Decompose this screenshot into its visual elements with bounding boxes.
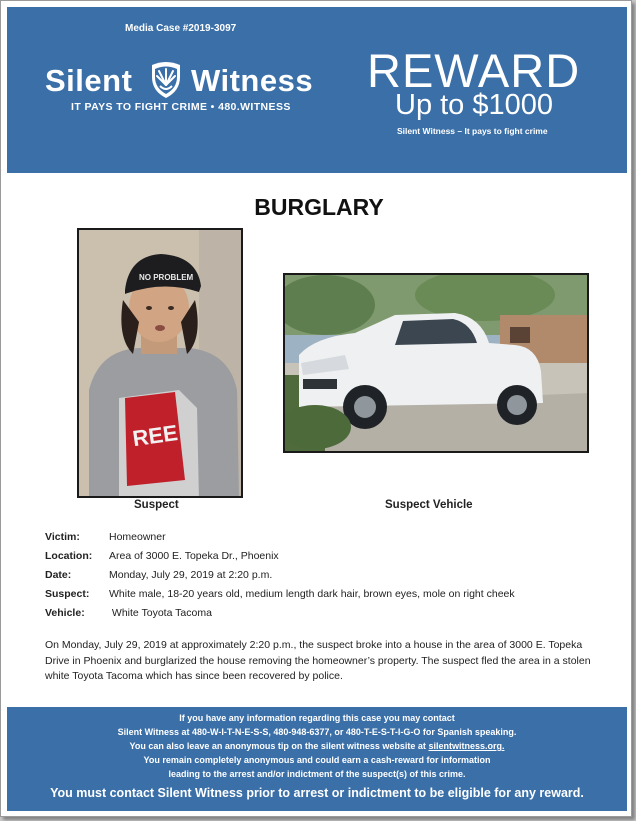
reward-amount: Up to $1000 xyxy=(395,89,554,121)
vehicle-label: Vehicle: xyxy=(45,607,85,619)
shield-logo-icon xyxy=(149,59,183,99)
vehicle-description: White Toyota Tacoma xyxy=(109,607,212,619)
footer-line-4: You remain completely anonymous and could earn a cash-reward for information xyxy=(143,755,491,765)
reward-eligibility-notice: You must contact Silent Witness prior to arrest or indictment to be eligible for any reward. xyxy=(50,786,584,800)
victim-label: Victim: xyxy=(45,531,80,543)
footer-line-1: If you have any information regarding this case you may contact xyxy=(179,713,455,723)
reward-title: REWARD xyxy=(367,44,581,97)
vehicle-photo-caption: Suspect Vehicle xyxy=(385,499,473,511)
vehicle-photo-illustration xyxy=(285,275,589,453)
date-value: Monday, July 29, 2019 at 2:20 p.m. xyxy=(109,569,273,581)
shirt-graphic-text: REE xyxy=(130,420,180,452)
silentwitness-website-link[interactable]: silentwitness.org. xyxy=(428,741,505,751)
footer-line-5: leading to the arrest and/or indictment of the suspect(s) of this crime. xyxy=(168,769,466,779)
crime-type-title: BURGLARY xyxy=(254,194,384,220)
date-label: Date: xyxy=(45,569,72,581)
incident-narrative: On Monday, July 29, 2019 at approximately 2:20 p.m., the suspect broke into a house in the area of 3000 E. Topeka Drive in Phoenix and burglarized the house removing the homeowner’s property. The suspect fled the area in a stolen white Toyota Tacoma which has since been recovered by police. xyxy=(45,639,591,682)
footer-line-2: Silent Witness at 480-W-I-T-N-E-S-S, 480-948-6377, or 480-T-E-S-T-I-G-O for Spanish speaking. xyxy=(117,727,517,737)
suspect-label: Suspect: xyxy=(45,588,90,600)
logo-word-silent: Silent xyxy=(45,63,133,98)
location-value: Area of 3000 E. Topeka Dr., Phoenix xyxy=(109,550,279,562)
footer-banner xyxy=(7,707,627,811)
suspect-description: White male, 18-20 years old, medium length dark hair, brown eyes, mole on right cheek xyxy=(109,588,515,600)
suspect-photo-caption: Suspect xyxy=(134,499,179,511)
media-case-number: Media Case #2019-3097 xyxy=(125,23,237,34)
suspect-photo xyxy=(77,228,243,498)
cap-graphic-text: NO PROBLEM xyxy=(139,273,194,282)
suspect-photo-illustration xyxy=(79,230,243,498)
footer-line-3 xyxy=(7,739,627,753)
location-label: Location: xyxy=(45,550,93,562)
logo-word-witness: Witness xyxy=(191,63,314,98)
victim-value: Homeowner xyxy=(109,531,166,543)
reward-subtitle: Silent Witness – It pays to fight crime xyxy=(397,126,548,136)
logo-tagline: IT PAYS TO FIGHT CRIME • 480.WITNESS xyxy=(71,101,291,113)
footer-line-3-text: You can also leave an anonymous tip on the silent witness website at xyxy=(129,741,429,751)
header-banner xyxy=(7,7,627,173)
suspect-vehicle-photo xyxy=(283,273,589,453)
